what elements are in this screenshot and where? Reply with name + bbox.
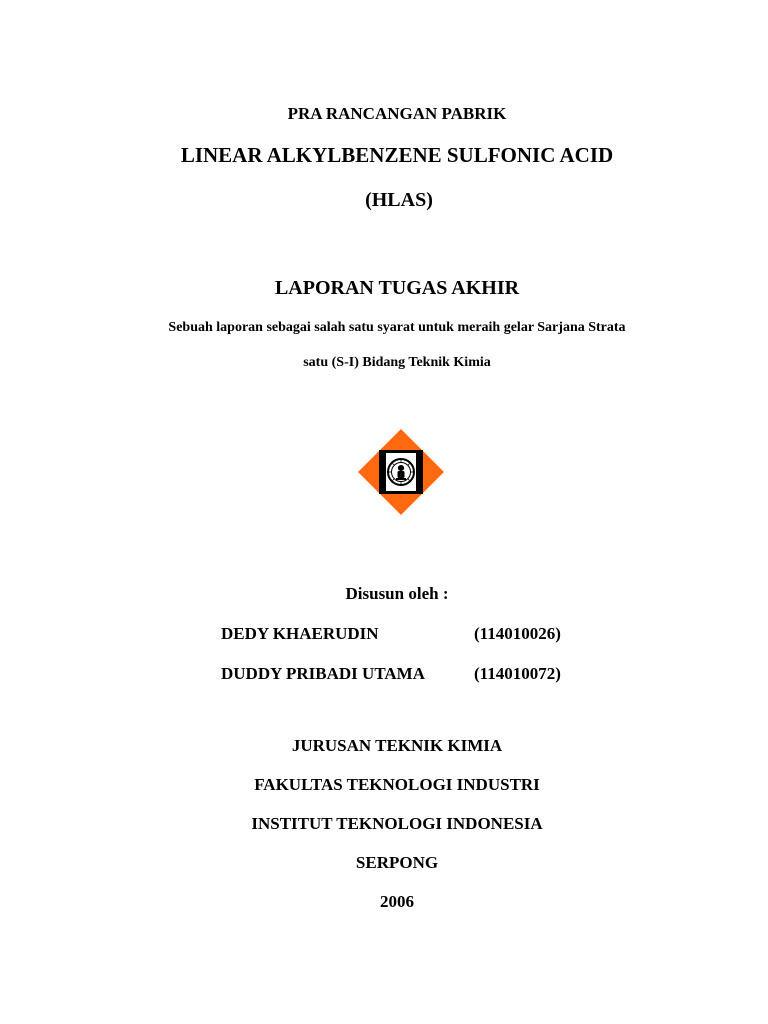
- institute-emblem-icon: [358, 429, 444, 515]
- report-type: LAPORAN TUGAS AKHIR: [274, 277, 520, 299]
- author-student-id: (114010072): [474, 664, 561, 683]
- document-title: LINEAR ALKYLBENZENE SULFONIC ACID: [180, 143, 614, 167]
- department: JURUSAN TEKNIK KIMIA: [291, 736, 503, 755]
- purpose-line-2: satu (S-I) Bidang Teknik Kimia: [303, 355, 491, 370]
- faculty: FAKULTAS TEKNOLOGI INDUSTRI: [254, 775, 540, 794]
- author-student-id: (114010026): [474, 624, 561, 643]
- year: 2006: [380, 892, 414, 911]
- title-abbreviation: (HLAS): [365, 189, 433, 211]
- author-name: DEDY KHAERUDIN: [221, 624, 379, 643]
- compiled-by-label: Disusun oleh :: [345, 584, 449, 603]
- pre-title: PRA RANCANGAN PABRIK: [287, 104, 507, 123]
- city: SERPONG: [355, 853, 439, 872]
- institute: INSTITUT TEKNOLOGI INDONESIA: [251, 814, 543, 833]
- purpose-line-1: Sebuah laporan sebagai salah satu syarat untuk meraih gelar Sarjana Strata: [168, 320, 626, 335]
- author-name: DUDDY PRIBADI UTAMA: [221, 664, 425, 683]
